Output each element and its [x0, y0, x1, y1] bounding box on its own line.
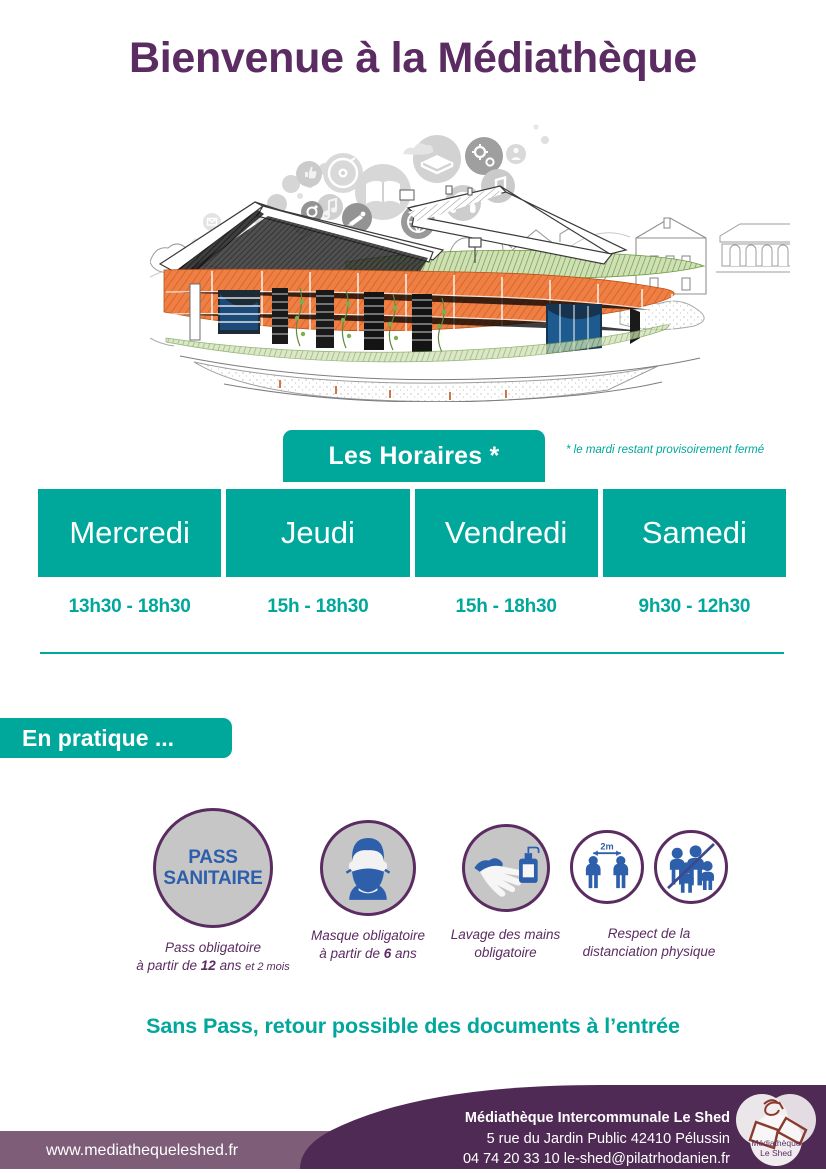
physical-distancing-icon: [560, 830, 738, 904]
practical-pictograms: [118, 808, 738, 988]
footer-contact-info: [463, 1108, 730, 1170]
en-pratique-tab: [0, 718, 232, 758]
picto-caption-pass: [118, 939, 308, 975]
pass-sanitaire-icon: [153, 808, 273, 928]
caption-line-1: Lavage des mains: [450, 927, 561, 942]
building-illustration: [150, 112, 790, 402]
pass-sanitaire-badge-text: [163, 847, 262, 890]
no-crowd-icon: [654, 830, 728, 904]
hours-cell: 13h30 - 18h30: [68, 596, 191, 617]
hours-row: [38, 596, 786, 618]
pass-badge-line2: SANITAIRE: [163, 868, 263, 889]
day-header-cell: Jeudi: [226, 489, 409, 577]
logo-line-2: Le Shed: [760, 1148, 792, 1158]
hand-wash-icon: [462, 824, 550, 912]
footer-org-name: Médiathèque Intercommunale Le Shed: [464, 1110, 730, 1126]
page-title: [0, 34, 826, 83]
hours-cell: 15h - 18h30: [455, 596, 557, 617]
caption-line-2: distanciation physique: [582, 944, 716, 960]
caption-line-2: à partir de 6 ans: [319, 946, 417, 962]
hours-cell: 9h30 - 12h30: [638, 596, 751, 617]
footer-address: 5 rue du Jardin Public 42410 Pélussin: [486, 1130, 730, 1147]
day-header-cell: Mercredi: [38, 489, 221, 577]
footer-contact-line[interactable]: 04 74 20 33 10 le-shed@pilatrhodanien.fr: [462, 1151, 730, 1168]
pass-badge-line1: PASS: [188, 846, 238, 868]
hours-cell: 15h - 18h30: [267, 596, 369, 617]
distance-label: 2m: [600, 841, 614, 852]
footer-website-url[interactable]: www.mediathequeleshed.fr: [46, 1142, 239, 1159]
caption-line-2: à partir de 12 ans et 2 mois: [136, 958, 290, 974]
caption-line-2: obligatoire: [474, 945, 537, 961]
page-title-text: Bienvenue à la Médiathèque: [128, 34, 698, 82]
days-header-row: [38, 489, 786, 577]
caption-line-1: Respect de la: [607, 926, 691, 941]
hours-divider: [40, 652, 784, 654]
caption-line-1: Pass obligatoire: [164, 940, 262, 955]
day-header-cell: Vendredi: [415, 489, 598, 577]
picto-distanciation: [560, 830, 738, 961]
day-header-cell: Samedi: [603, 489, 786, 577]
face-mask-icon: [320, 820, 416, 916]
distance-2m-icon: [570, 830, 644, 904]
picto-caption-masque: [288, 927, 448, 963]
horaires-note: * le mardi restant provisoirement fermé: [566, 444, 765, 456]
en-pratique-label: En pratique ...: [22, 724, 175, 751]
leshed-logo: [730, 1090, 822, 1168]
picto-pass-sanitaire: [118, 808, 308, 975]
picto-caption-distanciation: [560, 925, 738, 961]
logo-line-1: Médiathèque: [751, 1138, 801, 1148]
horaires-tab: [283, 430, 545, 482]
picto-masque: [288, 820, 448, 963]
caption-line-1: Masque obligatoire: [310, 928, 426, 943]
sans-pass-notice: Sans Pass, retour possible des documents à l’entrée: [146, 1014, 680, 1038]
horaires-tab-label: Les Horaires *: [328, 441, 500, 470]
